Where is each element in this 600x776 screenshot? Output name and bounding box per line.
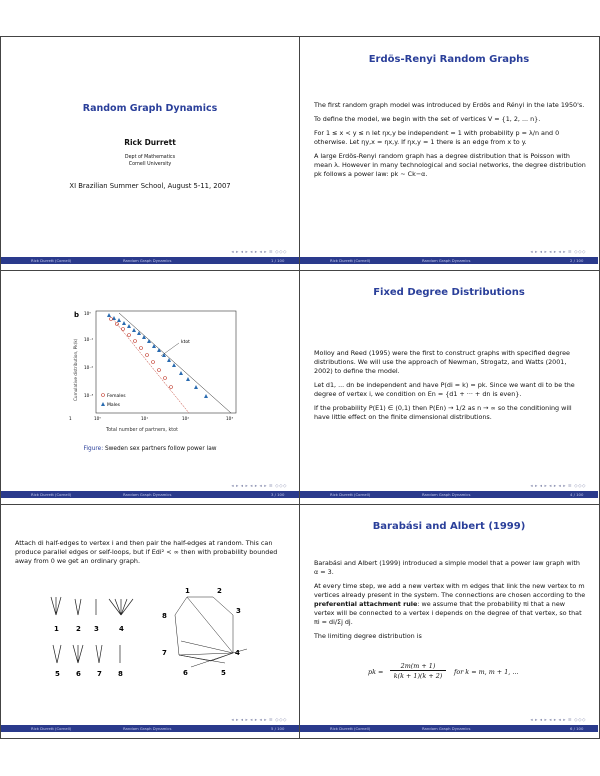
paragraph (314, 582, 586, 627)
author: Rick Durrett (124, 138, 176, 147)
slide-2 (300, 37, 598, 270)
slide-3 (1, 271, 299, 504)
affiliation: Dept of Mathematics (124, 155, 176, 160)
graph-vertex: 4 (235, 649, 240, 657)
paragraph: Molloy and Reed (1995) were the first to construct graphs with specified degree distributions. We will use the approach of Newman, Strogatz, and Watts (2001, 2002) to define the model. (314, 349, 570, 375)
x-tick: 1 (69, 416, 72, 421)
slide-body (314, 349, 586, 427)
event: XI Brazilian Summer School, August 5-11, 2007 (69, 182, 231, 190)
male-points (107, 313, 208, 398)
vertex-label: 1 (54, 625, 59, 633)
footer-bar (1, 257, 299, 264)
footer-title: Random Graph Dynamics (123, 258, 172, 263)
footer-author: Rick Durrett (Cornell) (31, 492, 72, 497)
paragraph: Attach di half-edges to vertex i and then pair the half-edges at random. This can produce parallel edges or self-loops, but if Edi² < ∞ then with probability bounded away from 0 we get an ordinary graph. (15, 539, 278, 565)
divider (0, 738, 600, 739)
graph-vertex: 2 (217, 587, 222, 595)
legend-marker-male (101, 402, 105, 406)
footer-bar (300, 491, 598, 498)
paragraph: For 1 ≤ x < y ≤ n let ηx,y be independent = 1 with probability p = λ/n and 0 otherwise. Let ηy,x = ηx,y. If ηx,y = 1 there is an edge from x to y. (314, 129, 560, 146)
footer-bar (300, 257, 598, 264)
paragraph: The limiting degree distribution is (314, 632, 422, 640)
x-tick: 10¹ (141, 416, 149, 421)
paragraph: A large Erdös-Renyi random graph has a degree distribution that is Poisson with mean λ. However in many technological and social networks, the degree distribution pk follows a power law: pk ∼ Ck−α. (314, 152, 586, 178)
footer-title: Random Graph Dynamics (123, 492, 172, 497)
graph-vertex: 8 (162, 612, 167, 620)
footer-author: Rick Durrett (Cornell) (31, 258, 72, 263)
paragraph: To define the model, we begin with the set of vertices V = {1, 2, ... n}. (314, 115, 541, 123)
slide-5 (1, 505, 299, 738)
y-tick: 10⁻² (84, 365, 94, 370)
nav-icons[interactable]: ◂ ▸ ◂ ▸ ◂ ▸ ◂ ▸ ≡ ◇◇◇ (231, 484, 287, 489)
slide-1 (1, 37, 299, 270)
paragraph: Barabási and Albert (1999) introduced a simple model that a power law graph with α = 3. (314, 559, 580, 576)
footer-bar (1, 491, 299, 498)
nav-icons[interactable]: ◂ ▸ ◂ ▸ ◂ ▸ ◂ ▸ ≡ ◇◇◇ (530, 250, 586, 255)
page-number: 2 / 100 (570, 258, 584, 263)
nav-icons[interactable]: ◂ ▸ ◂ ▸ ◂ ▸ ◂ ▸ ≡ ◇◇◇ (530, 484, 586, 489)
nav-icons[interactable]: ◂ ▸ ◂ ▸ ◂ ▸ ◂ ▸ ≡ ◇◇◇ (231, 718, 287, 723)
half-edge-diagram (1, 583, 299, 703)
graph-vertex: 7 (162, 649, 167, 657)
page-number: 4 / 100 (570, 492, 584, 497)
slide-body (314, 101, 586, 184)
vertex-label: 5 (55, 670, 60, 678)
paragraph: If the probability P(E1) ∈ (0,1) then P(En) → 1/2 as n → ∞ so the conditioning will have little effect on the finite dimensional distributions. (314, 404, 572, 421)
graph-vertex: 6 (183, 669, 188, 677)
x-tick: 10² (182, 416, 190, 421)
formula-numerator: 2m(m + 1) (390, 662, 446, 671)
annotation: ktot (181, 340, 190, 345)
paragraph: Let d1, ... dn be independent and have P(di = k) = pk. Since we want di to be the degree of vertex i, we condition on En = {d1 + ··· + dn is even}. (314, 381, 575, 398)
y-axis-label: Cumulative distribution, Pk(k) (73, 338, 78, 401)
footer-bar (300, 725, 598, 732)
x-axis-label: Total number of partners, ktot (106, 428, 178, 433)
graph-vertex: 1 (185, 587, 190, 595)
footer-author: Rick Durrett (Cornell) (330, 726, 371, 731)
vertex-label: 4 (119, 625, 124, 633)
page-number: 6 / 100 (570, 726, 584, 731)
panel-label: b (74, 311, 80, 319)
footer-title: Random Graph Dynamics (422, 492, 471, 497)
text: : we assume that the probability πi that a new vertex will be connected to a vertex i depends on the degree of that vertex, so that πi = di/Σj dj. (314, 600, 582, 626)
figure-caption (1, 446, 299, 452)
caption-text: Sweden sex partners follow power law (105, 446, 217, 452)
slide-body (314, 559, 586, 646)
title: Fixed Degree Distributions (373, 287, 525, 298)
footer-title: Random Graph Dynamics (123, 726, 172, 731)
vertex-label: 8 (118, 670, 123, 678)
legend-female: Females (107, 394, 126, 399)
fit-line-males (119, 313, 231, 413)
power-law-plot (1, 291, 299, 451)
slide-6 (300, 505, 598, 738)
nav-icons[interactable]: ◂ ▸ ◂ ▸ ◂ ▸ ◂ ▸ ≡ ◇◇◇ (231, 250, 287, 255)
title: Erdös-Renyi Random Graphs (368, 54, 530, 65)
text: At every time step, we add a new vertex with m edges that link the new vertex to m vertices already present in the system. The connections are chosen according to the (314, 582, 586, 599)
vertex-label: 7 (97, 670, 102, 678)
female-points (110, 318, 173, 389)
y-tick: 10⁻³ (84, 393, 94, 398)
affiliation: Cornell University (128, 162, 172, 167)
y-tick: 10⁻¹ (84, 337, 94, 342)
legend-male: Males (107, 403, 121, 408)
formula-lhs: pk = (368, 668, 384, 676)
slide-body (15, 539, 287, 571)
vertex-label: 3 (94, 625, 99, 633)
y-tick: 10⁰ (84, 311, 92, 316)
footer-author: Rick Durrett (Cornell) (330, 258, 371, 263)
footer-author: Rick Durrett (Cornell) (31, 726, 72, 731)
title: Barabási and Albert (1999) (372, 521, 526, 532)
paragraph: The first random graph model was introduced by Erdös and Rényi in the late 1950's. (314, 101, 585, 109)
graph-vertex: 3 (236, 607, 241, 615)
footer-title: Random Graph Dynamics (422, 726, 471, 731)
title: Random Graph Dynamics (82, 103, 218, 114)
slide-4 (300, 271, 598, 504)
caption-label: Figure: (83, 446, 104, 452)
graph-vertex: 5 (221, 669, 226, 677)
legend-marker-female (102, 394, 105, 397)
page-number: 5 / 100 (271, 726, 285, 731)
page-number: 3 / 100 (271, 492, 285, 497)
x-tick: 10³ (226, 416, 234, 421)
formula-range: for k = m, m + 1, ... (454, 668, 519, 676)
footer-title: Random Graph Dynamics (422, 258, 471, 263)
nav-icons[interactable]: ◂ ▸ ◂ ▸ ◂ ▸ ◂ ▸ ≡ ◇◇◇ (530, 718, 586, 723)
emphasis: preferential attachment rule (314, 600, 418, 608)
footer-bar (1, 725, 299, 732)
page-number: 1 / 100 (271, 258, 285, 263)
footer-author: Rick Durrett (Cornell) (330, 492, 371, 497)
formula-denominator: k(k + 1)(k + 2) (393, 672, 443, 680)
vertex-label: 6 (76, 670, 81, 678)
vertex-label: 2 (76, 625, 81, 633)
x-tick: 10⁰ (94, 416, 102, 421)
